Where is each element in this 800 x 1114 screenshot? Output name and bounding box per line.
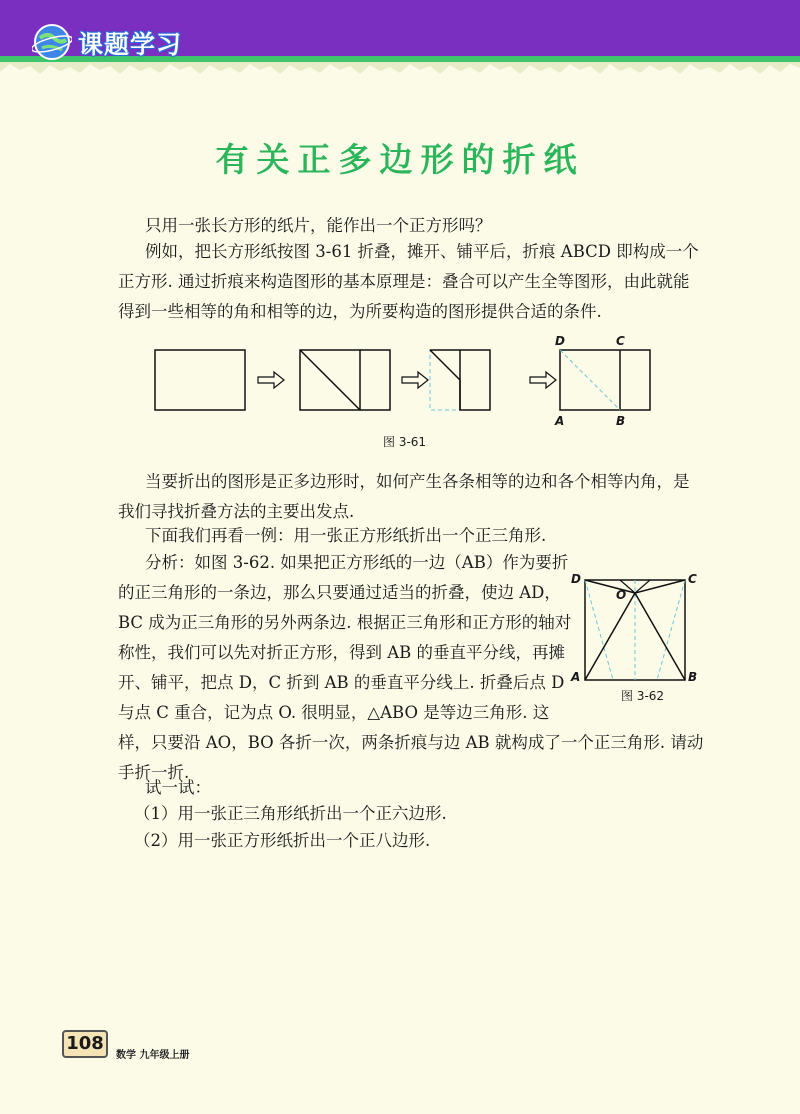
- fig61-label-c: C: [616, 334, 625, 348]
- fig61-arrow-3: [530, 372, 556, 388]
- fig62-label-o: O: [616, 588, 627, 602]
- fig61-step1-rectangle: [155, 350, 245, 410]
- globe-icon: [32, 22, 72, 62]
- section-label: 课题学习: [78, 30, 183, 59]
- fig62-label-a: A: [571, 670, 581, 684]
- try-label: 试一试：: [145, 778, 211, 797]
- fig62-label-b: B: [688, 670, 698, 684]
- fig62-label-c: C: [688, 572, 697, 586]
- fig61-arrow-2: [402, 372, 428, 388]
- fig61-step3: [430, 350, 490, 410]
- try-item-1: （1）用一张正三角形纸折出一个正六边形.: [134, 804, 447, 823]
- fig61-caption: 图 3-61: [383, 435, 427, 449]
- book-title: 数学 九年级上册: [116, 1050, 190, 1061]
- try-item-2: （2）用一张正方形纸折出一个正八边形.: [134, 831, 431, 850]
- figure-3-62: [565, 565, 705, 690]
- fig61-label-a: A: [555, 414, 565, 428]
- header-zigzag-edge: [0, 62, 800, 88]
- fig61-step2: [300, 350, 390, 410]
- page-title: 有关正多边形的折纸: [215, 140, 585, 179]
- paragraph-5: 分析：如图 3-62. 如果把正方形纸的一边（AB）作为要折的正三角形的一条边，那么只要通过适当的折叠，使边 AD，BC 成为正三角形的另外两条边. 根据正三角形和正方形的轴对称性，我们可以先对折正方形，得到 AB 的垂直平分线，再摊开、铺平，把点 D，C 折到 AB 的垂直平分线上. 折叠后点 D 与点 C 重合，记为点 O. 很明显，△ABO 是等边三角形. 这样，只要沿 AO，BO 各折一次，两条折痕与边 AB 就构成了一个正三角形. 请动手折一折.: [118, 553, 704, 782]
- paragraph-1: 只用一张长方形的纸片，能作出一个正方形吗？: [145, 216, 492, 235]
- fig62-label-d: D: [571, 572, 581, 586]
- fig61-arrow-1: [258, 372, 284, 388]
- page-number: 108: [62, 1030, 108, 1058]
- fig61-step4: [560, 350, 650, 410]
- fig61-label-d: D: [555, 334, 565, 348]
- paragraph-3: 当要折出的图形是正多边形时，如何产生各条相等的边和各个相等内角，是我们寻找折叠方法的主要出发点.: [118, 472, 690, 521]
- fig61-label-b: B: [616, 414, 626, 428]
- paragraph-4: 下面我们再看一例：用一张正方形纸折出一个正三角形.: [145, 526, 547, 545]
- fig62-caption: 图 3-62: [621, 689, 665, 703]
- figure-3-61: [150, 330, 670, 435]
- paragraph-2: 例如，把长方形纸按图 3-61 折叠，摊开、铺平后，折痕 ABCD 即构成一个正方形. 通过折痕来构造图形的基本原理是：叠合可以产生全等图形，由此就能得到一些相等的角和相等的边，为所要构造的图形提供合适的条件.: [118, 242, 699, 321]
